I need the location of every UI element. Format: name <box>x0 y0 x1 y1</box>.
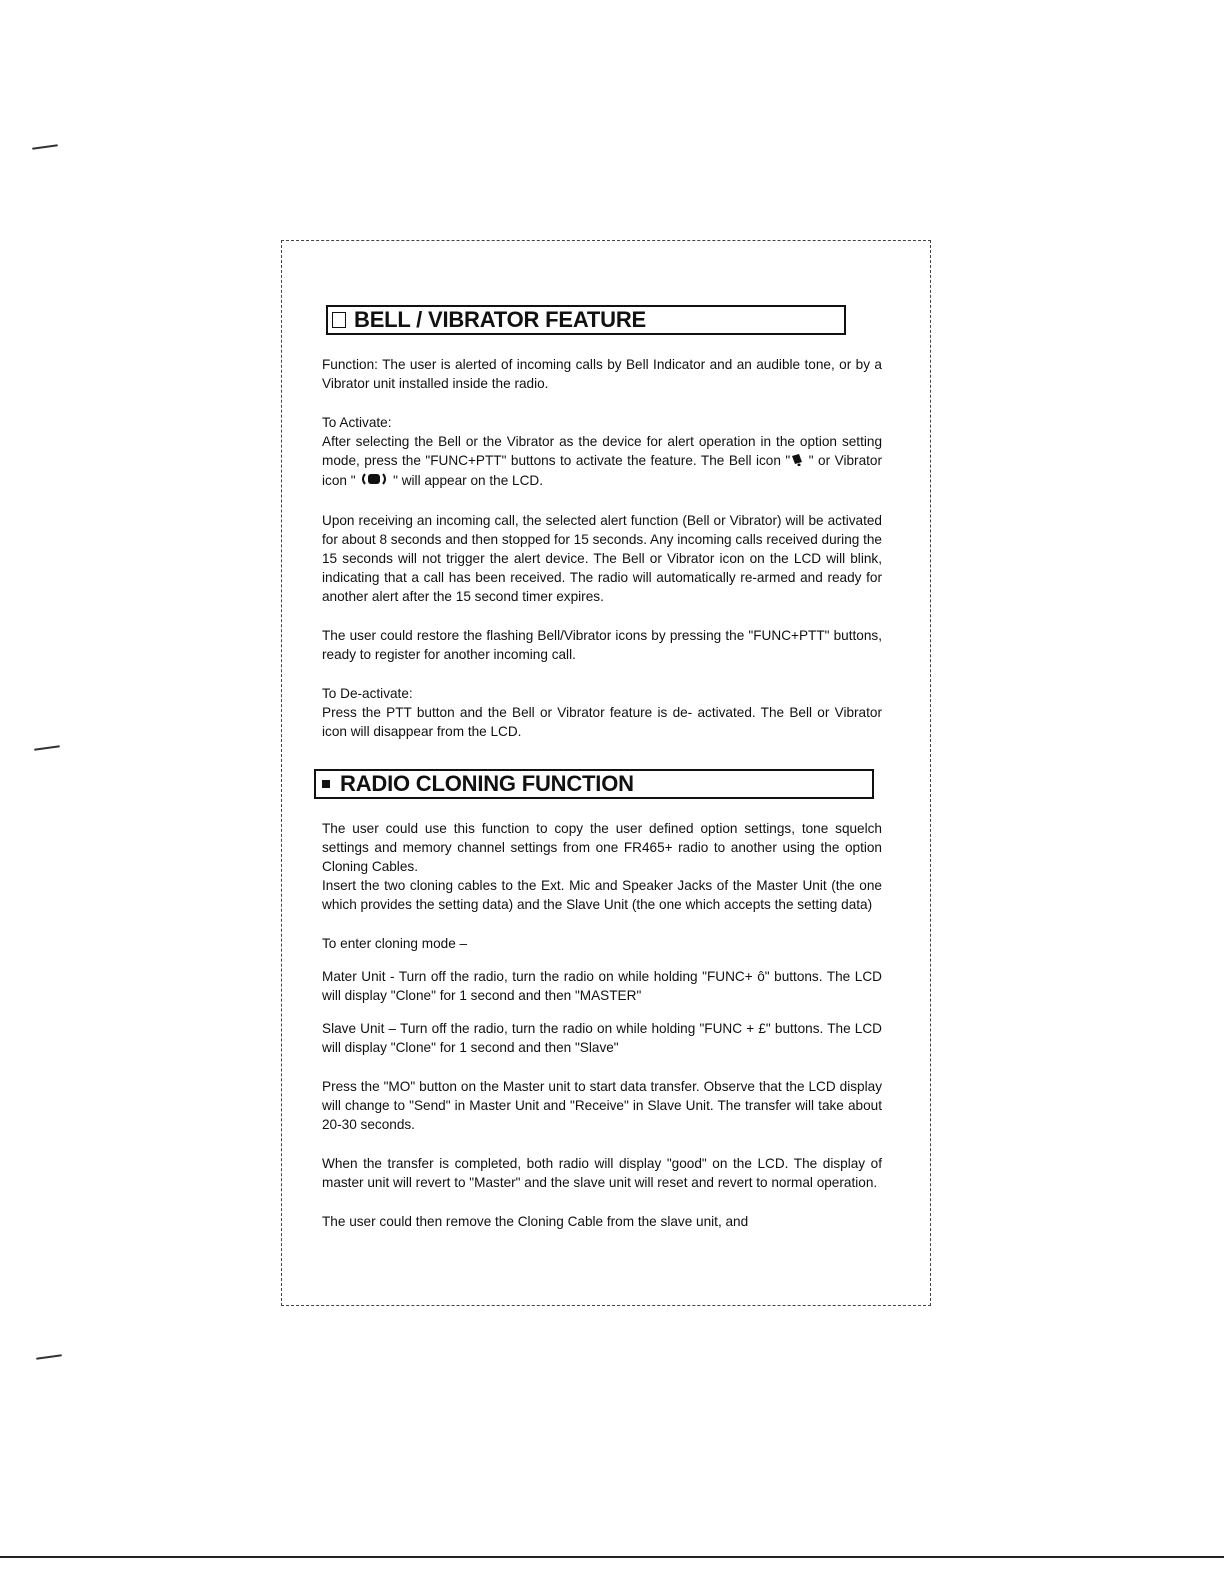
activate-text-part-3: " will appear on the LCD. <box>389 472 544 488</box>
bell-vibrator-heading <box>326 305 846 335</box>
radio-cloning-heading <box>314 769 874 799</box>
deactivate-title: To De-activate: <box>322 685 413 701</box>
activate-text-part-2: " or Vibrator icon " <box>322 453 882 488</box>
function-paragraph: Function: The user is alerted of incoming calls by Bell Indicator and an audible tone, or by a Vibrator unit installed inside the radio. <box>322 357 882 391</box>
radio-cloning-heading-text: RADIO CLONING FUNCTION <box>340 770 634 796</box>
activate-title: To Activate: <box>322 415 392 430</box>
enter-cloning-title: To enter cloning mode – <box>322 935 468 951</box>
deactivate-paragraph: Press the PTT button and the Bell or Vibrator feature is de- activated. The Bell or Vibrator icon will disappear from the LCD. <box>322 704 882 739</box>
page-content <box>322 305 882 1231</box>
cloning-insert-paragraph: Insert the two cloning cables to the Ext. Mic and Speaker Jacks of the Master Unit (the one which provides the setting data) and the Slave Unit (the one which accepts the setting data) <box>322 877 882 912</box>
scan-mark-bottom <box>36 1354 62 1360</box>
remove-cable-paragraph: The user could then remove the Cloning Cable from the slave unit, and <box>322 1213 749 1229</box>
bell-icon <box>790 452 804 471</box>
slave-unit-paragraph: Slave Unit – Turn off the radio, turn the radio on while holding "FUNC + £" buttons. The LCD will display "Clone" for 1 second and then "Slave" <box>322 1020 882 1055</box>
bottom-rule <box>0 1556 1224 1558</box>
scan-mark-top <box>32 144 58 150</box>
vibrator-icon <box>359 472 389 491</box>
transfer-completed-paragraph: When the transfer is completed, both radio will display "good" on the LCD. The display of master unit will revert to "Master" and the slave unit will reset and revert to normal operation. <box>322 1155 882 1190</box>
cloning-intro-paragraph: The user could use this function to copy the user defined option settings, tone squelch settings and memory channel settings from one FR465+ radio to another using the option Cloning Cables. <box>322 820 882 874</box>
restore-paragraph: The user could restore the flashing Bell/Vibrator icons by pressing the "FUNC+PTT" buttons, ready to register for another incoming call. <box>322 627 882 662</box>
scan-mark-middle <box>34 745 60 751</box>
page-frame <box>281 240 931 1306</box>
activate-text-part-1: After selecting the Bell or the Vibrator as the device for alert operation in the option setting mode, press the "FUNC+PTT" buttons to activate the feature. The Bell icon " <box>322 434 882 468</box>
master-unit-paragraph: Mater Unit - Turn off the radio, turn the radio on while holding "FUNC+ ô" buttons. The LCD will display "Clone" for 1 second and then "MASTER" <box>322 968 882 1003</box>
upon-receiving-paragraph: Upon receiving an incoming call, the selected alert function (Bell or Vibrator) will be activated for about 8 seconds and then stopped for 15 seconds. Any incoming calls received during the 15 seconds will not trigger the alert device. The Bell or Vibrator icon on the LCD will blink, indicating that a call has been received. The radio will automatically re-armed and ready for another alert after the 15 second timer expires. <box>322 512 882 604</box>
bullet-square-icon <box>322 780 330 788</box>
activate-paragraph <box>322 432 882 491</box>
press-mo-paragraph: Press the "MO" button on the Master unit to start data transfer. Observe that the LCD display will change to "Send" in Master Unit and "Receive" in Slave Unit. The transfer will take about 20-30 seconds. <box>322 1078 882 1132</box>
checkbox-square-icon <box>332 312 346 328</box>
bell-vibrator-heading-text: BELL / VIBRATOR FEATURE <box>354 307 647 332</box>
